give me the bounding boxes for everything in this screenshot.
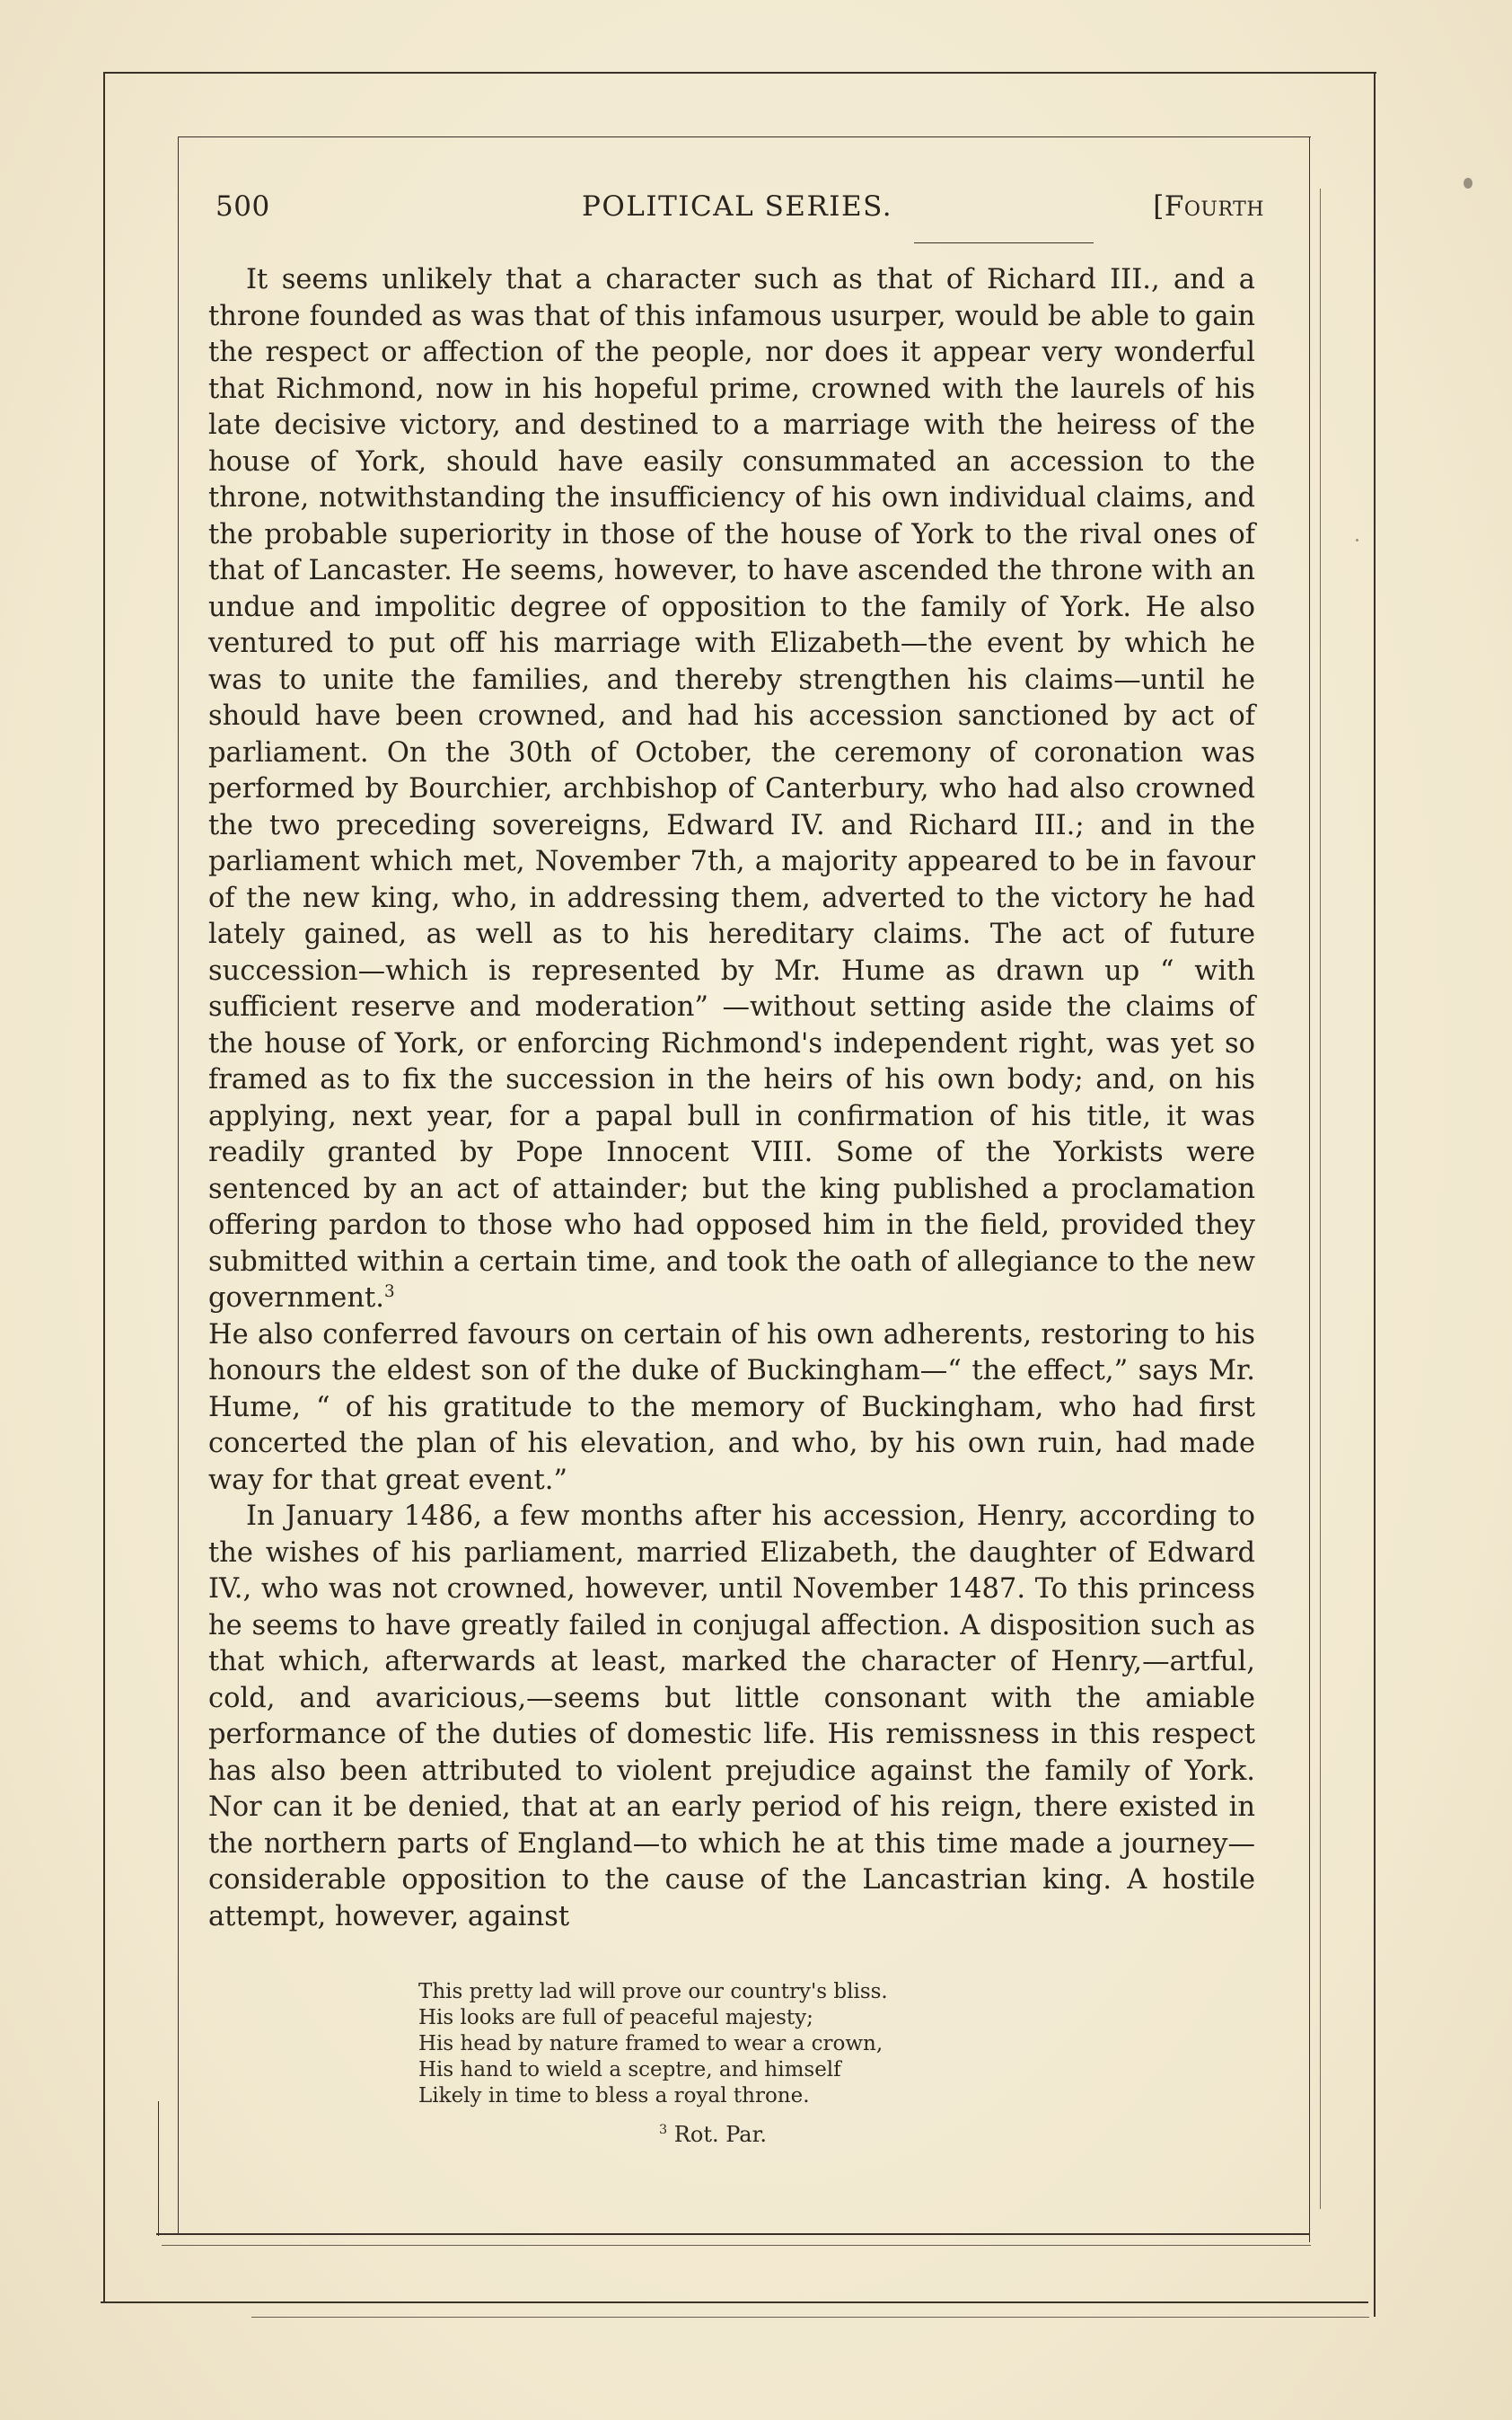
outer-frame-bottom — [101, 2301, 1368, 2303]
footnote-reference: 3 — [383, 1281, 395, 1301]
footnote-3-marker: 3 — [659, 2123, 668, 2137]
inner-frame-right — [1309, 136, 1310, 2242]
paper-speck — [1464, 178, 1472, 189]
outer-frame-left — [103, 72, 105, 2303]
footnote-poem-line: This pretty lad will prove our country's bliss. — [418, 1980, 888, 2003]
footnote-3-text: Rot. Par. — [673, 2122, 768, 2147]
outer-frame-top — [103, 72, 1376, 74]
footnote-poem-line: His hand to wield a sceptre, and himself — [418, 2058, 841, 2081]
inner-frame-top — [178, 136, 1311, 137]
inner-frame-left — [178, 136, 179, 2233]
paragraph-2: He also conferred favours on certain of his own adherents, restoring to his honours the eldest son of the duke of Buckingham—“ the effect,” says Mr. Hume, “ of his gratitude to the memory of Buckingham, who had first concerted the plan of his elevation, and who, by his own ruin, had made way for that great event.” — [208, 1318, 1255, 1496]
page-number: 500 — [215, 190, 270, 223]
footnote-poem-line: His head by nature framed to wear a crown, — [418, 2032, 883, 2055]
inner-frame-right-secondary — [1320, 189, 1321, 2209]
paragraph-1-text: It seems unlikely that a character such as that of Richard III., and a throne founded as was that of this infamous usurper, would be able to gain the respect or affection of the people, nor does it appear very wonderful that Richmond, now in his hopeful prime, crowned with the laurels of his late decisive victory, and destined to a marriage with the heiress of the house of York, should have easily consummated an accession to the throne, notwithstanding the insufficiency of his own individual claims, and the probable superiority in those of the house of York to the rival ones of that of Lancaster. He seems, however, to have ascended the throne with an undue and impolitic degree of opposition to the family of York. He also ventured to put off his marriage with Elizabeth—the event by which he was to unite the families, and thereby strengthen his claims—until he should have been crowned, and had his accession sanctioned by act of parliament. On the 30th of October, the ceremony of coronation was performed by Bourchier, archbishop of Canterbury, who had also crowned the two preceding sovereigns, Edward IV. and Richard III.; and in the parliament which met, November 7th, a majority appeared to be in favour of the new king, who, in addressing them, adverted to the victory he had lately gained, as well as to his hereditary claims. The act of future succession—which is represented by Mr. Hume as drawn up “ with sufficient reserve and moderation” —without setting aside the claims of the house of York, or enforcing Richmond's independent right, was yet so framed as to fix the succession in the heirs of his own body; and, on his applying, next year, for a papal bull in confirmation of his title, it was readily granted by Pope Innocent VIII. Some of the Yorkists were sentenced by an act of attainder; but the king published a proclamation offering pardon to those who had opposed him in the field, provided they submitted within a certain time, and took the oath of allegiance to the new government. — [208, 264, 1255, 1314]
paper-speck — [1356, 539, 1358, 541]
footnote-poem-line: Likely in time to bless a royal throne. — [418, 2084, 810, 2108]
header-underline-rule — [914, 242, 1094, 243]
running-header — [214, 190, 1264, 226]
inner-frame-bottom — [156, 2233, 1310, 2235]
outer-frame-right — [1374, 72, 1376, 2317]
paragraph-3: In January 1486, a few months after his accession, Henry, according to the wishes of his parliament, married Elizabeth, the daughter of Edward IV., who was not crowned, however, until November 1487. To this princess he seems to have greatly failed in conjugal affection. A disposition such as that which, afterwards at least, marked the character of Henry,—artful, cold, and avaricious,—seems but little consonant with the amiable performance of the duties of domestic life. His remissness in this respect has also been attributed to violent prejudice against the family of York. Nor can it be denied, that at an early period of his reign, there existed in the northern parts of England—to which he at this time made a journey—considerable opposition to the cause of the Lancastrian king. A hostile attempt, however, against — [208, 1500, 1255, 1932]
outer-frame-bottom-shadow — [251, 2317, 1369, 2318]
inner-frame-bottom-secondary — [162, 2245, 1311, 2246]
inner-frame-left-secondary — [158, 2101, 159, 2236]
footnote-3 — [418, 2122, 975, 2148]
running-title: POLITICAL SERIES. — [582, 190, 893, 223]
paragraph-1 — [208, 262, 1255, 1317]
footnotes — [418, 1979, 975, 2148]
section-marker: [Fourth — [1153, 190, 1264, 223]
footnote-poem-line: His looks are full of peaceful majesty; — [418, 2006, 813, 2029]
main-text-column — [208, 262, 1255, 1935]
